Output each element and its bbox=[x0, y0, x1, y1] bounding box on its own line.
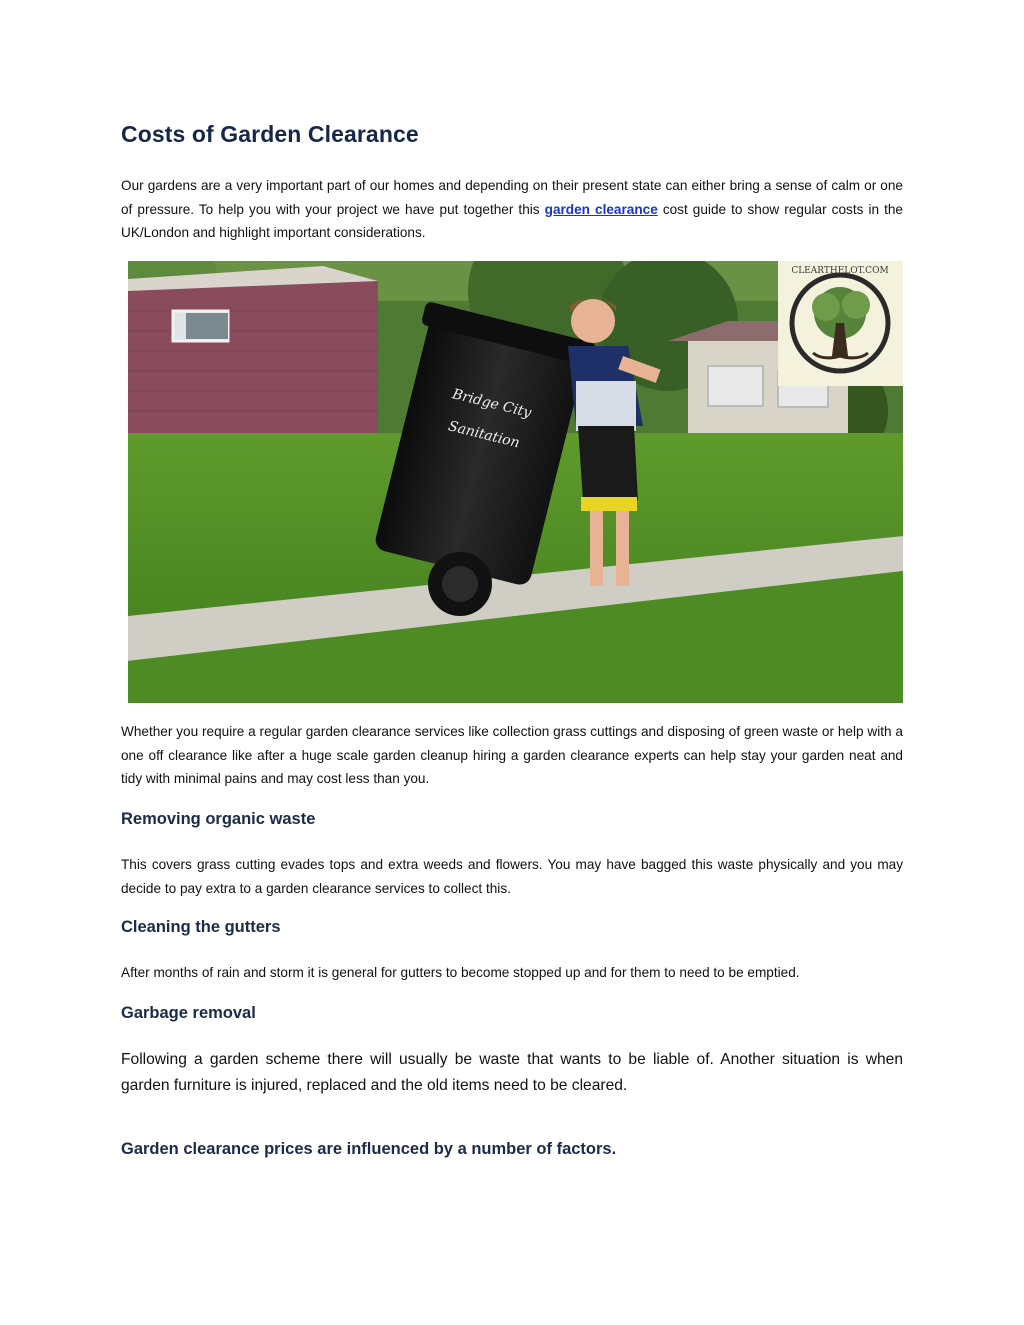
section-text: Following a garden scheme there will usually be waste that wants to be liable of. Another situation is when garden furniture is injured, replaced and the old items need to be cleared. bbox=[121, 1051, 903, 1094]
page-title: Costs of Garden Clearance bbox=[121, 121, 419, 147]
bin-label-1: Bridge City bbox=[450, 386, 533, 422]
section-heading: Garbage removal bbox=[121, 1004, 256, 1022]
intro-text-after: cost guide to show regular costs in the UK/London and highlight important considerations. bbox=[121, 201, 903, 240]
section-heading: Removing organic waste bbox=[121, 810, 316, 828]
clearthelot-logo bbox=[778, 261, 903, 386]
logo-text: CLEARTHELOT.COM bbox=[791, 266, 889, 276]
garden-clearance-link[interactable]: garden clearance bbox=[544, 201, 658, 217]
section-heading: Cleaning the gutters bbox=[121, 918, 281, 936]
intro-text-before: Our gardens are a very important part of our homes and depending on their present state can either bring a sense of calm or one of pressure. To help you with your project we have put together this bbox=[121, 178, 903, 217]
paragraph-2: Whether you require a regular garden clearance services like collection grass cuttings and disposing of green waste or help with a one off clearance like after a huge scale garden cleanup hiring a garden clearance experts can help stay your garden neat and tidy with minimal pains and may cost less than you. bbox=[121, 724, 903, 786]
section-text: This covers grass cutting evades tops and extra weeds and flowers. You may have bagged this waste physically and you may decide to pay extra to a garden clearance services to collect this. bbox=[121, 857, 903, 896]
bin-label-2: Sanitation bbox=[446, 418, 522, 452]
factors-heading: Garden clearance prices are influenced by a number of factors. bbox=[121, 1140, 617, 1158]
intro-paragraph bbox=[121, 174, 903, 245]
section-text: After months of rain and storm it is general for gutters to become stopped up and for them to need to be emptied. bbox=[121, 965, 800, 980]
garden-photo bbox=[128, 261, 903, 703]
